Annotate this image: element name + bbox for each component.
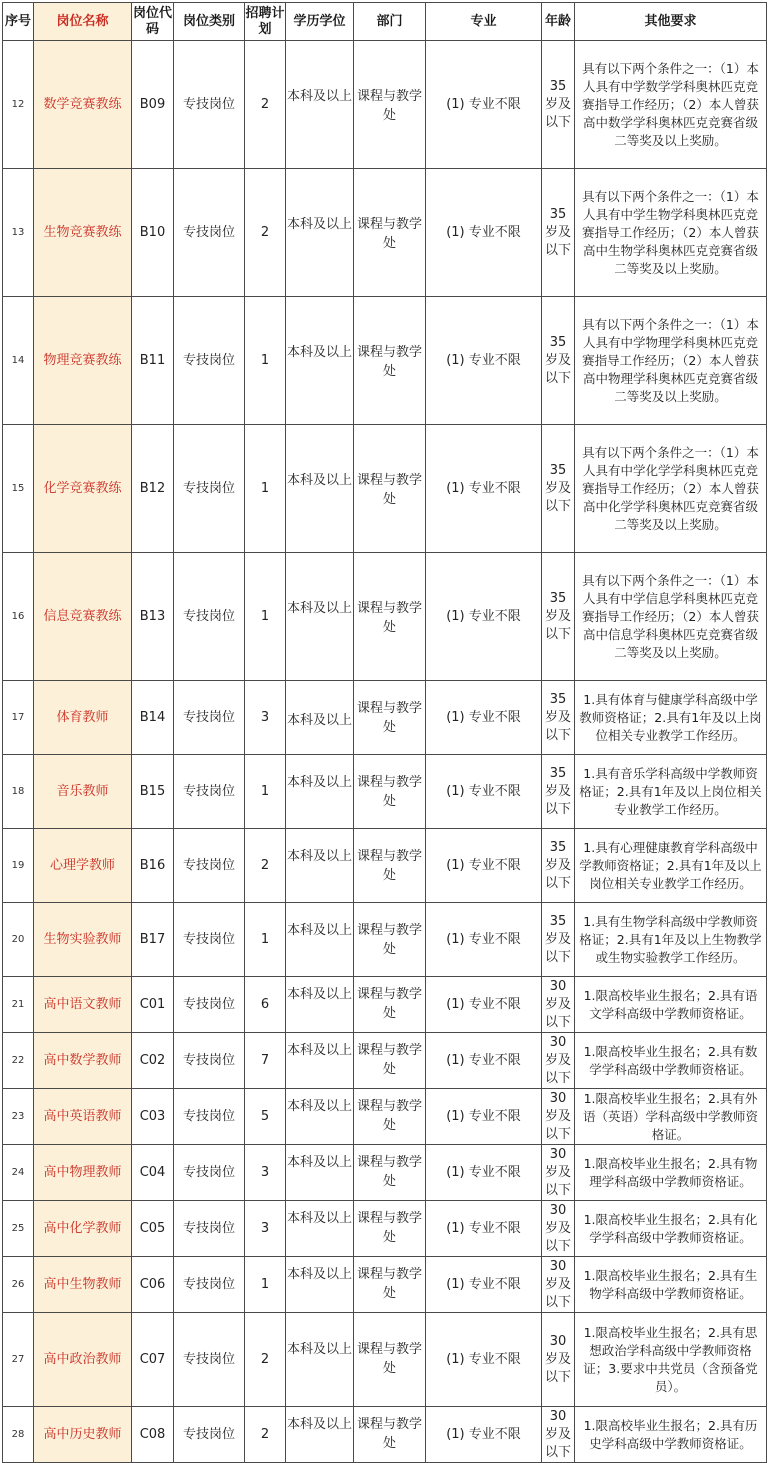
cell-position-name: 生物实验教师: [34, 903, 132, 977]
cell-major: (1) 专业不限: [426, 1257, 542, 1313]
cell-plan: 2: [245, 829, 286, 903]
cell-seq: 18: [3, 755, 34, 829]
cell-department: 课程与教学处: [354, 829, 426, 903]
cell-plan: 1: [245, 903, 286, 977]
cell-seq: 13: [3, 169, 34, 297]
cell-seq: 16: [3, 553, 34, 681]
cell-education: 本科及以上: [286, 1313, 354, 1407]
recruitment-table-sheet: [2, 2, 766, 1460]
cell-major: (1) 专业不限: [426, 1313, 542, 1407]
cell-major: (1) 专业不限: [426, 1201, 542, 1257]
table-row: [3, 1407, 767, 1463]
cell-department: 课程与教学处: [354, 425, 426, 553]
cell-department: 课程与教学处: [354, 1033, 426, 1089]
cell-department: 课程与教学处: [354, 977, 426, 1033]
cell-category: 专技岗位: [174, 1257, 245, 1313]
cell-education: 本科及以上: [286, 755, 354, 829]
cell-plan: 1: [245, 755, 286, 829]
cell-major: (1) 专业不限: [426, 903, 542, 977]
cell-position-name: 体育教师: [34, 681, 132, 755]
cell-department: 课程与教学处: [354, 1145, 426, 1201]
cell-plan: 3: [245, 681, 286, 755]
cell-plan: 2: [245, 41, 286, 169]
cell-position-name: 高中物理教师: [34, 1145, 132, 1201]
table-row: [3, 1313, 767, 1407]
cell-major: (1) 专业不限: [426, 1145, 542, 1201]
cell-education: 本科及以上: [286, 977, 354, 1033]
cell-age: 35岁及以下: [542, 829, 575, 903]
cell-education: 本科及以上: [286, 1145, 354, 1201]
cell-education: 本科及以上: [286, 553, 354, 681]
cell-department: 课程与教学处: [354, 553, 426, 681]
cell-position-name: 高中历史教师: [34, 1407, 132, 1463]
cell-position-name: 高中语文教师: [34, 977, 132, 1033]
cell-seq: 28: [3, 1407, 34, 1463]
table-row: [3, 1257, 767, 1313]
cell-other-requirements: 1.限高校毕业生报名；2.具有化学学科高级中学教师资格证。: [575, 1201, 767, 1257]
cell-major: (1) 专业不限: [426, 1033, 542, 1089]
cell-plan: 1: [245, 425, 286, 553]
cell-category: 专技岗位: [174, 1313, 245, 1407]
header-other: 其他要求: [575, 3, 767, 41]
cell-other-requirements: 1.具有体育与健康学科高级中学教师资格证；2.具有1年及以上岗位相关专业教学工作经历。: [575, 681, 767, 755]
cell-position-code: C03: [132, 1089, 174, 1145]
cell-education: 本科及以上: [286, 1089, 354, 1145]
cell-other-requirements: 具有以下两个条件之一：（1）本人具有中学生物学科奥林匹克竞赛指导工作经历；（2）本人曾获高中生物学科奥林匹克竞赛省级二等奖及以上奖励。: [575, 169, 767, 297]
cell-category: 专技岗位: [174, 297, 245, 425]
cell-plan: 1: [245, 297, 286, 425]
cell-position-name: 心理学教师: [34, 829, 132, 903]
cell-position-code: B13: [132, 553, 174, 681]
cell-department: 课程与教学处: [354, 755, 426, 829]
cell-position-name: 高中数学教师: [34, 1033, 132, 1089]
cell-seq: 23: [3, 1089, 34, 1145]
cell-major: (1) 专业不限: [426, 755, 542, 829]
cell-age: 30岁及以下: [542, 1033, 575, 1089]
cell-position-code: C08: [132, 1407, 174, 1463]
cell-major: (1) 专业不限: [426, 297, 542, 425]
table-row: [3, 903, 767, 977]
cell-category: 专技岗位: [174, 903, 245, 977]
cell-plan: 2: [245, 1313, 286, 1407]
table-row: [3, 977, 767, 1033]
cell-age: 30岁及以下: [542, 977, 575, 1033]
cell-position-name: 高中化学教师: [34, 1201, 132, 1257]
table-row: [3, 169, 767, 297]
header-dept: 部门: [354, 3, 426, 41]
table-row: [3, 1145, 767, 1201]
cell-age: 35岁及以下: [542, 41, 575, 169]
cell-other-requirements: 1.限高校毕业生报名；2.具有外语（英语）学科高级中学教师资格证。: [575, 1089, 767, 1145]
cell-education: 本科及以上: [286, 1201, 354, 1257]
cell-major: (1) 专业不限: [426, 169, 542, 297]
cell-category: 专技岗位: [174, 755, 245, 829]
table-row: [3, 829, 767, 903]
cell-education: 本科及以上: [286, 681, 354, 755]
cell-major: (1) 专业不限: [426, 977, 542, 1033]
cell-education: 本科及以上: [286, 1407, 354, 1463]
cell-position-code: C07: [132, 1313, 174, 1407]
cell-category: 专技岗位: [174, 41, 245, 169]
cell-major: (1) 专业不限: [426, 425, 542, 553]
cell-position-name: 信息竞赛教练: [34, 553, 132, 681]
cell-age: 35岁及以下: [542, 681, 575, 755]
header-seq: 序号: [3, 3, 34, 41]
cell-plan: 7: [245, 1033, 286, 1089]
cell-age: 30岁及以下: [542, 1145, 575, 1201]
cell-age: 30岁及以下: [542, 1089, 575, 1145]
header-age: 年龄: [542, 3, 575, 41]
cell-seq: 15: [3, 425, 34, 553]
cell-department: 课程与教学处: [354, 1257, 426, 1313]
cell-seq: 22: [3, 1033, 34, 1089]
cell-other-requirements: 1.具有心理健康教育学科高级中学教师资格证；2.具有1年及以上岗位相关专业教学工作经历。: [575, 829, 767, 903]
cell-major: (1) 专业不限: [426, 1407, 542, 1463]
cell-plan: 1: [245, 553, 286, 681]
cell-position-code: B10: [132, 169, 174, 297]
cell-other-requirements: 1.限高校毕业生报名；2.具有历史学科高级中学教师资格证。: [575, 1407, 767, 1463]
cell-age: 35岁及以下: [542, 755, 575, 829]
table-row: [3, 1089, 767, 1145]
cell-education: 本科及以上: [286, 297, 354, 425]
cell-seq: 24: [3, 1145, 34, 1201]
cell-age: 35岁及以下: [542, 903, 575, 977]
cell-department: 课程与教学处: [354, 1089, 426, 1145]
cell-other-requirements: 1.限高校毕业生报名；2.具有生物学科高级中学教师资格证。: [575, 1257, 767, 1313]
cell-education: 本科及以上: [286, 169, 354, 297]
cell-plan: 2: [245, 1407, 286, 1463]
table-row: [3, 681, 767, 755]
cell-age: 35岁及以下: [542, 297, 575, 425]
cell-major: (1) 专业不限: [426, 829, 542, 903]
cell-position-code: C04: [132, 1145, 174, 1201]
cell-other-requirements: 1.限高校毕业生报名；2.具有思想政治学科高级中学教师资格证；3.要求中共党员（含预备党员）。: [575, 1313, 767, 1407]
cell-other-requirements: 1.限高校毕业生报名；2.具有物理学科高级中学教师资格证。: [575, 1145, 767, 1201]
cell-other-requirements: 1.限高校毕业生报名；2.具有语文学科高级中学教师资格证。: [575, 977, 767, 1033]
header-education: 学历学位: [286, 3, 354, 41]
table-row: [3, 41, 767, 169]
cell-major: (1) 专业不限: [426, 553, 542, 681]
header-plan: 招聘计划: [245, 3, 286, 41]
cell-age: 35岁及以下: [542, 169, 575, 297]
cell-plan: 3: [245, 1201, 286, 1257]
cell-position-code: C02: [132, 1033, 174, 1089]
cell-major: (1) 专业不限: [426, 1089, 542, 1145]
cell-category: 专技岗位: [174, 1089, 245, 1145]
cell-department: 课程与教学处: [354, 41, 426, 169]
cell-position-name: 音乐教师: [34, 755, 132, 829]
cell-age: 35岁及以下: [542, 553, 575, 681]
cell-category: 专技岗位: [174, 977, 245, 1033]
table-row: [3, 1033, 767, 1089]
cell-category: 专技岗位: [174, 169, 245, 297]
cell-other-requirements: 1.具有生物学科高级中学教师资格证；2.具有1年及以上生物教学或生物实验教学工作经历。: [575, 903, 767, 977]
cell-age: 30岁及以下: [542, 1201, 575, 1257]
cell-age: 30岁及以下: [542, 1313, 575, 1407]
cell-major: (1) 专业不限: [426, 41, 542, 169]
table-row: [3, 1201, 767, 1257]
cell-other-requirements: 1.限高校毕业生报名；2.具有数学学科高级中学教师资格证。: [575, 1033, 767, 1089]
cell-category: 专技岗位: [174, 1145, 245, 1201]
header-row: [3, 3, 767, 41]
cell-position-code: B11: [132, 297, 174, 425]
cell-seq: 21: [3, 977, 34, 1033]
cell-department: 课程与教学处: [354, 903, 426, 977]
cell-plan: 1: [245, 1257, 286, 1313]
cell-department: 课程与教学处: [354, 1407, 426, 1463]
table-row: [3, 755, 767, 829]
cell-department: 课程与教学处: [354, 1201, 426, 1257]
header-code: 岗位代码: [132, 3, 174, 41]
table-row: [3, 553, 767, 681]
header-name: 岗位名称: [34, 3, 132, 41]
cell-age: 30岁及以下: [542, 1407, 575, 1463]
cell-category: 专技岗位: [174, 829, 245, 903]
cell-position-code: B09: [132, 41, 174, 169]
cell-category: 专技岗位: [174, 681, 245, 755]
cell-category: 专技岗位: [174, 553, 245, 681]
cell-position-code: C01: [132, 977, 174, 1033]
cell-position-name: 高中政治教师: [34, 1313, 132, 1407]
cell-other-requirements: 具有以下两个条件之一：（1）本人具有中学数学学科奥林匹克竞赛指导工作经历；（2）本人曾获高中数学学科奥林匹克竞赛省级二等奖及以上奖励。: [575, 41, 767, 169]
cell-department: 课程与教学处: [354, 681, 426, 755]
cell-seq: 26: [3, 1257, 34, 1313]
cell-category: 专技岗位: [174, 425, 245, 553]
cell-category: 专技岗位: [174, 1201, 245, 1257]
cell-plan: 6: [245, 977, 286, 1033]
cell-age: 30岁及以下: [542, 1257, 575, 1313]
cell-position-code: C05: [132, 1201, 174, 1257]
cell-position-name: 化学竞赛教练: [34, 425, 132, 553]
cell-position-code: B15: [132, 755, 174, 829]
cell-position-code: C06: [132, 1257, 174, 1313]
cell-age: 35岁及以下: [542, 425, 575, 553]
cell-seq: 17: [3, 681, 34, 755]
cell-seq: 19: [3, 829, 34, 903]
header-category: 岗位类别: [174, 3, 245, 41]
cell-seq: 12: [3, 41, 34, 169]
cell-position-name: 高中生物教师: [34, 1257, 132, 1313]
cell-education: 本科及以上: [286, 829, 354, 903]
cell-other-requirements: 具有以下两个条件之一：（1）本人具有中学信息学科奥林匹克竞赛指导工作经历；（2）本人曾获高中信息学科奥林匹克竞赛省级二等奖及以上奖励。: [575, 553, 767, 681]
cell-position-name: 物理竞赛教练: [34, 297, 132, 425]
cell-department: 课程与教学处: [354, 1313, 426, 1407]
cell-department: 课程与教学处: [354, 169, 426, 297]
cell-department: 课程与教学处: [354, 297, 426, 425]
cell-other-requirements: 1.具有音乐学科高级中学教师资格证；2.具有1年及以上岗位相关专业教学工作经历。: [575, 755, 767, 829]
cell-education: 本科及以上: [286, 903, 354, 977]
table-row: [3, 297, 767, 425]
header-major: 专业: [426, 3, 542, 41]
cell-education: 本科及以上: [286, 1257, 354, 1313]
cell-position-name: 生物竞赛教练: [34, 169, 132, 297]
cell-position-code: B14: [132, 681, 174, 755]
cell-position-name: 高中英语教师: [34, 1089, 132, 1145]
cell-plan: 5: [245, 1089, 286, 1145]
cell-category: 专技岗位: [174, 1033, 245, 1089]
cell-other-requirements: 具有以下两个条件之一：（1）本人具有中学化学学科奥林匹克竞赛指导工作经历；（2）本人曾获高中化学学科奥林匹克竞赛省级二等奖及以上奖励。: [575, 425, 767, 553]
cell-seq: 14: [3, 297, 34, 425]
cell-other-requirements: 具有以下两个条件之一：（1）本人具有中学物理学科奥林匹克竞赛指导工作经历；（2）本人曾获高中物理学科奥林匹克竞赛省级二等奖及以上奖励。: [575, 297, 767, 425]
cell-seq: 27: [3, 1313, 34, 1407]
cell-major: (1) 专业不限: [426, 681, 542, 755]
cell-position-code: B12: [132, 425, 174, 553]
cell-position-name: 数学竞赛教练: [34, 41, 132, 169]
cell-seq: 25: [3, 1201, 34, 1257]
recruitment-table: [2, 2, 767, 1463]
cell-plan: 2: [245, 169, 286, 297]
cell-education: 本科及以上: [286, 1033, 354, 1089]
cell-category: 专技岗位: [174, 1407, 245, 1463]
cell-seq: 20: [3, 903, 34, 977]
cell-position-code: B16: [132, 829, 174, 903]
table-row: [3, 425, 767, 553]
cell-position-code: B17: [132, 903, 174, 977]
cell-education: 本科及以上: [286, 41, 354, 169]
cell-education: 本科及以上: [286, 425, 354, 553]
cell-plan: 3: [245, 1145, 286, 1201]
